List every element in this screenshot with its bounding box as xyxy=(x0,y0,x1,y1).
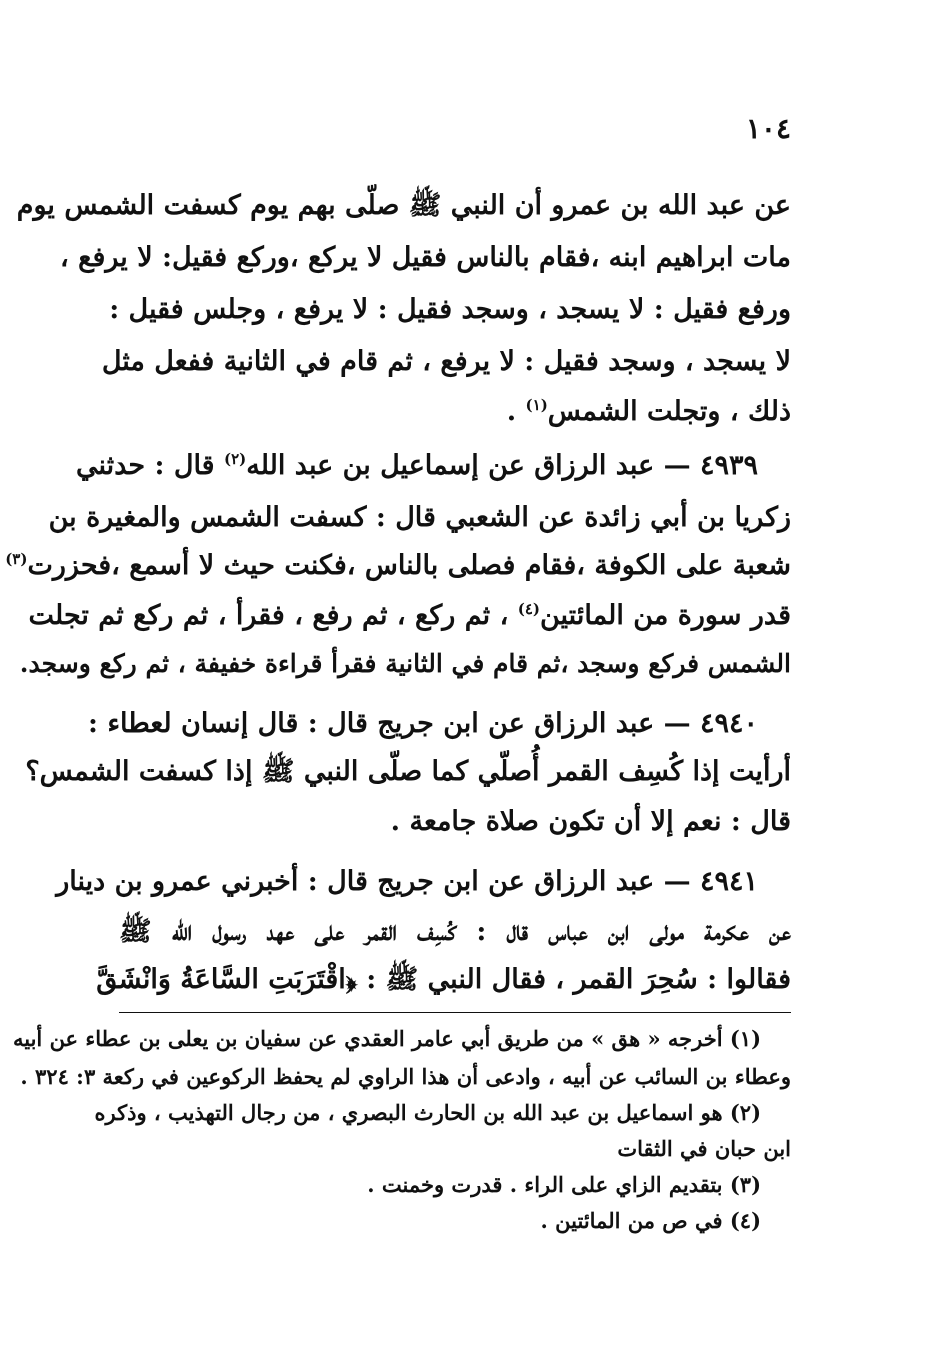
text-line: الشمس فركع وسجد ،ثم قام في الثانية فقرأ قراءة خفيفة ، ثم ركع وسجد. xyxy=(19,649,791,678)
text-line: قال : نعم إلا أن تكون صلاة جامعة . xyxy=(390,806,791,837)
text-segment: شعبة على الكوفة ،فقام فصلى بالناس ،فكنت حيث لا أسمع ،فحزرت xyxy=(27,550,791,581)
text-line: ٤٩٤٠ — عبد الرزاق عن ابن جريج قال : قال إنسان لعطاء : xyxy=(87,708,758,739)
text-line: عن عبد الله بن عمرو أن النبي ﷺ صلّى بهم يوم كسفت الشمس يوم xyxy=(16,190,791,221)
text-line: ورفع فقيل : لا يسجد ، وسجد فقيل : لا يرفع ، وجلس فقيل : xyxy=(109,294,791,325)
footnote-line: (٤) في ص من المائتين . xyxy=(540,1208,761,1233)
text-segment: ذلك ، وتجلت الشمس xyxy=(547,396,791,427)
text-line xyxy=(76,446,758,486)
footnote-divider xyxy=(119,1012,791,1013)
text-line xyxy=(507,392,791,432)
text-segment: ٤٩٣٩ — عبد الرزاق عن إسماعيل بن عبد الله xyxy=(246,450,758,481)
footnote-line: وعطاء بن السائب عن أبيه ، وادعى أن هذا الراوي لم يحفظ الركوعين في ركعة ٣: ٣٢٤ . xyxy=(20,1064,791,1089)
text-segment: ، ثم ركع ، ثم رفع ، فقرأ ، ثم ركع ثم تجلت xyxy=(28,600,509,631)
text-line: لا يسجد ، وسجد فقيل : لا يرفع ، ثم قام في الثانية ففعل مثل xyxy=(101,346,791,377)
text-line: زكريا بن أبي زائدة عن الشعبي قال : كسفت الشمس والمغيرة بن xyxy=(48,502,791,533)
footnote-ref: (٤) xyxy=(517,600,540,618)
text-segment: قال : حدثني xyxy=(76,450,215,481)
text-line: عن عكرمة مولى ابن عباس قال : كُسِف القمر على عهد رسول الله ﷺ xyxy=(119,916,791,947)
text-line xyxy=(5,546,791,586)
text-line: أرأيت إذا كُسِف القمر أُصلّي كما صلّى النبي ﷺ إذا كسفت الشمس؟ xyxy=(25,756,791,787)
footnote-ref: (١) xyxy=(525,396,548,414)
text-line xyxy=(29,596,792,636)
footnote-line: ابن حبان في الثقات xyxy=(617,1136,791,1161)
text-line: فقالوا : سُحِرَ القمر ، فقال النبي ﷺ : ﴿اقْتَرَبَتِ السَّاعَةُ وَانْشَقَّ xyxy=(96,964,791,995)
footnote-ref: (٢) xyxy=(223,450,247,468)
page-number: ١٠٤ xyxy=(745,112,791,145)
text-line: ٤٩٤١ — عبد الرزاق عن ابن جريج قال : أخبرني عمرو بن دينار xyxy=(56,866,758,897)
footnote-line: (٣) بتقديم الزاي على الراء . قدرت وخمنت . xyxy=(367,1172,761,1197)
footnote-ref: (٣) xyxy=(5,550,28,568)
text-segment: قدر سورة من المائتين xyxy=(539,600,791,631)
text-line: مات ابراهيم ابنه ،فقام بالناس فقيل لا يركع ،وركع فقيل: لا يرفع ، xyxy=(60,242,791,273)
footnote-line: (٢) هو اسماعيل بن عبد الله بن الحارث البصري ، من رجال التهذيب ، وذكره xyxy=(94,1100,761,1125)
text-segment: . xyxy=(506,396,517,427)
footnote-line: (١) أخرجه « هق » من طريق أبي عامر العقدي عن سفيان بن يعلى بن عطاء عن أبيه xyxy=(12,1026,761,1051)
